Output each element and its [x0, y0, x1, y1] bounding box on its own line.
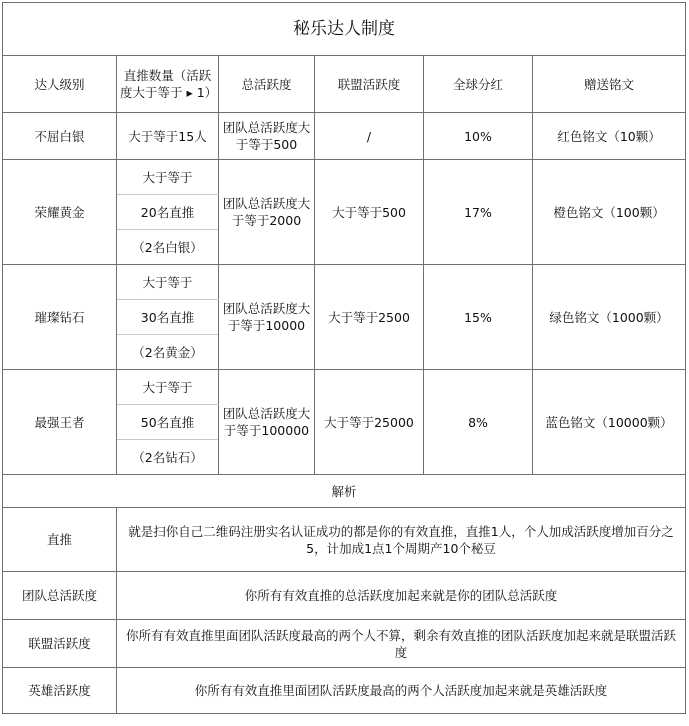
table-row [3, 113, 686, 160]
gift-inscription: 绿色铭文（1000颗） [533, 265, 686, 370]
gift-inscription: 红色铭文（10颗） [533, 113, 686, 160]
table-row [3, 370, 686, 405]
analysis-term: 联盟活跃度 [3, 620, 117, 668]
alliance-activity: 大于等于25000 [315, 370, 424, 475]
table-row [3, 265, 686, 300]
direct-requirement: 大于等于 [117, 265, 219, 300]
global-dividend: 8% [424, 370, 533, 475]
analysis-text: 你所有有效直推里面团队活跃度最高的两个人活跃度加起来就是英雄活跃度 [117, 668, 686, 714]
level-name: 最强王者 [3, 370, 117, 475]
header-direct-count: 直推数量（活跃度大于等于 ▸ 1） [117, 56, 219, 113]
table-row [3, 160, 686, 195]
global-dividend: 17% [424, 160, 533, 265]
header-row [3, 56, 686, 113]
direct-requirement: 20名直推 [117, 195, 219, 230]
direct-requirement: 50名直推 [117, 405, 219, 440]
team-activity: 团队总活跃度大于等于10000 [219, 265, 315, 370]
level-name: 璀璨钻石 [3, 265, 117, 370]
gift-inscription: 橙色铭文（100颗） [533, 160, 686, 265]
analysis-term: 英雄活跃度 [3, 668, 117, 714]
header-gift-inscription: 赠送铭文 [533, 56, 686, 113]
rank-system-table [2, 2, 686, 714]
direct-requirement: （2名白银） [117, 230, 219, 265]
direct-requirement: （2名黄金） [117, 335, 219, 370]
gift-inscription: 蓝色铭文（10000颗） [533, 370, 686, 475]
global-dividend: 10% [424, 113, 533, 160]
analysis-row [3, 620, 686, 668]
direct-requirement: （2名钻石） [117, 440, 219, 475]
analysis-row [3, 572, 686, 620]
header-total-activity: 总活跃度 [219, 56, 315, 113]
analysis-title-row [3, 475, 686, 508]
analysis-text: 你所有有效直推的总活跃度加起来就是你的团队总活跃度 [117, 572, 686, 620]
team-activity: 团队总活跃度大于等于2000 [219, 160, 315, 265]
header-global-dividend: 全球分红 [424, 56, 533, 113]
header-level: 达人级别 [3, 56, 117, 113]
direct-requirement: 大于等于15人 [117, 113, 219, 160]
analysis-term: 直推 [3, 508, 117, 572]
alliance-activity: / [315, 113, 424, 160]
alliance-activity: 大于等于2500 [315, 265, 424, 370]
page-title: 秘乐达人制度 [3, 3, 686, 56]
global-dividend: 15% [424, 265, 533, 370]
analysis-text: 就是扫你自己二维码注册实名认证成功的都是你的有效直推，直推1人，个人加成活跃度增加百分之5，计加成1点1个周期产10个秘豆 [117, 508, 686, 572]
level-name: 荣耀黄金 [3, 160, 117, 265]
analysis-row [3, 668, 686, 714]
title-row [3, 3, 686, 56]
direct-requirement: 30名直推 [117, 300, 219, 335]
analysis-title: 解析 [3, 475, 686, 508]
analysis-term: 团队总活跃度 [3, 572, 117, 620]
team-activity: 团队总活跃度大于等于100000 [219, 370, 315, 475]
header-alliance-activity: 联盟活跃度 [315, 56, 424, 113]
alliance-activity: 大于等于500 [315, 160, 424, 265]
direct-requirement: 大于等于 [117, 160, 219, 195]
direct-requirement: 大于等于 [117, 370, 219, 405]
analysis-row [3, 508, 686, 572]
level-name: 不屈白银 [3, 113, 117, 160]
team-activity: 团队总活跃度大于等于500 [219, 113, 315, 160]
analysis-text: 你所有有效直推里面团队活跃度最高的两个人不算，剩余有效直推的团队活跃度加起来就是联盟活跃度 [117, 620, 686, 668]
